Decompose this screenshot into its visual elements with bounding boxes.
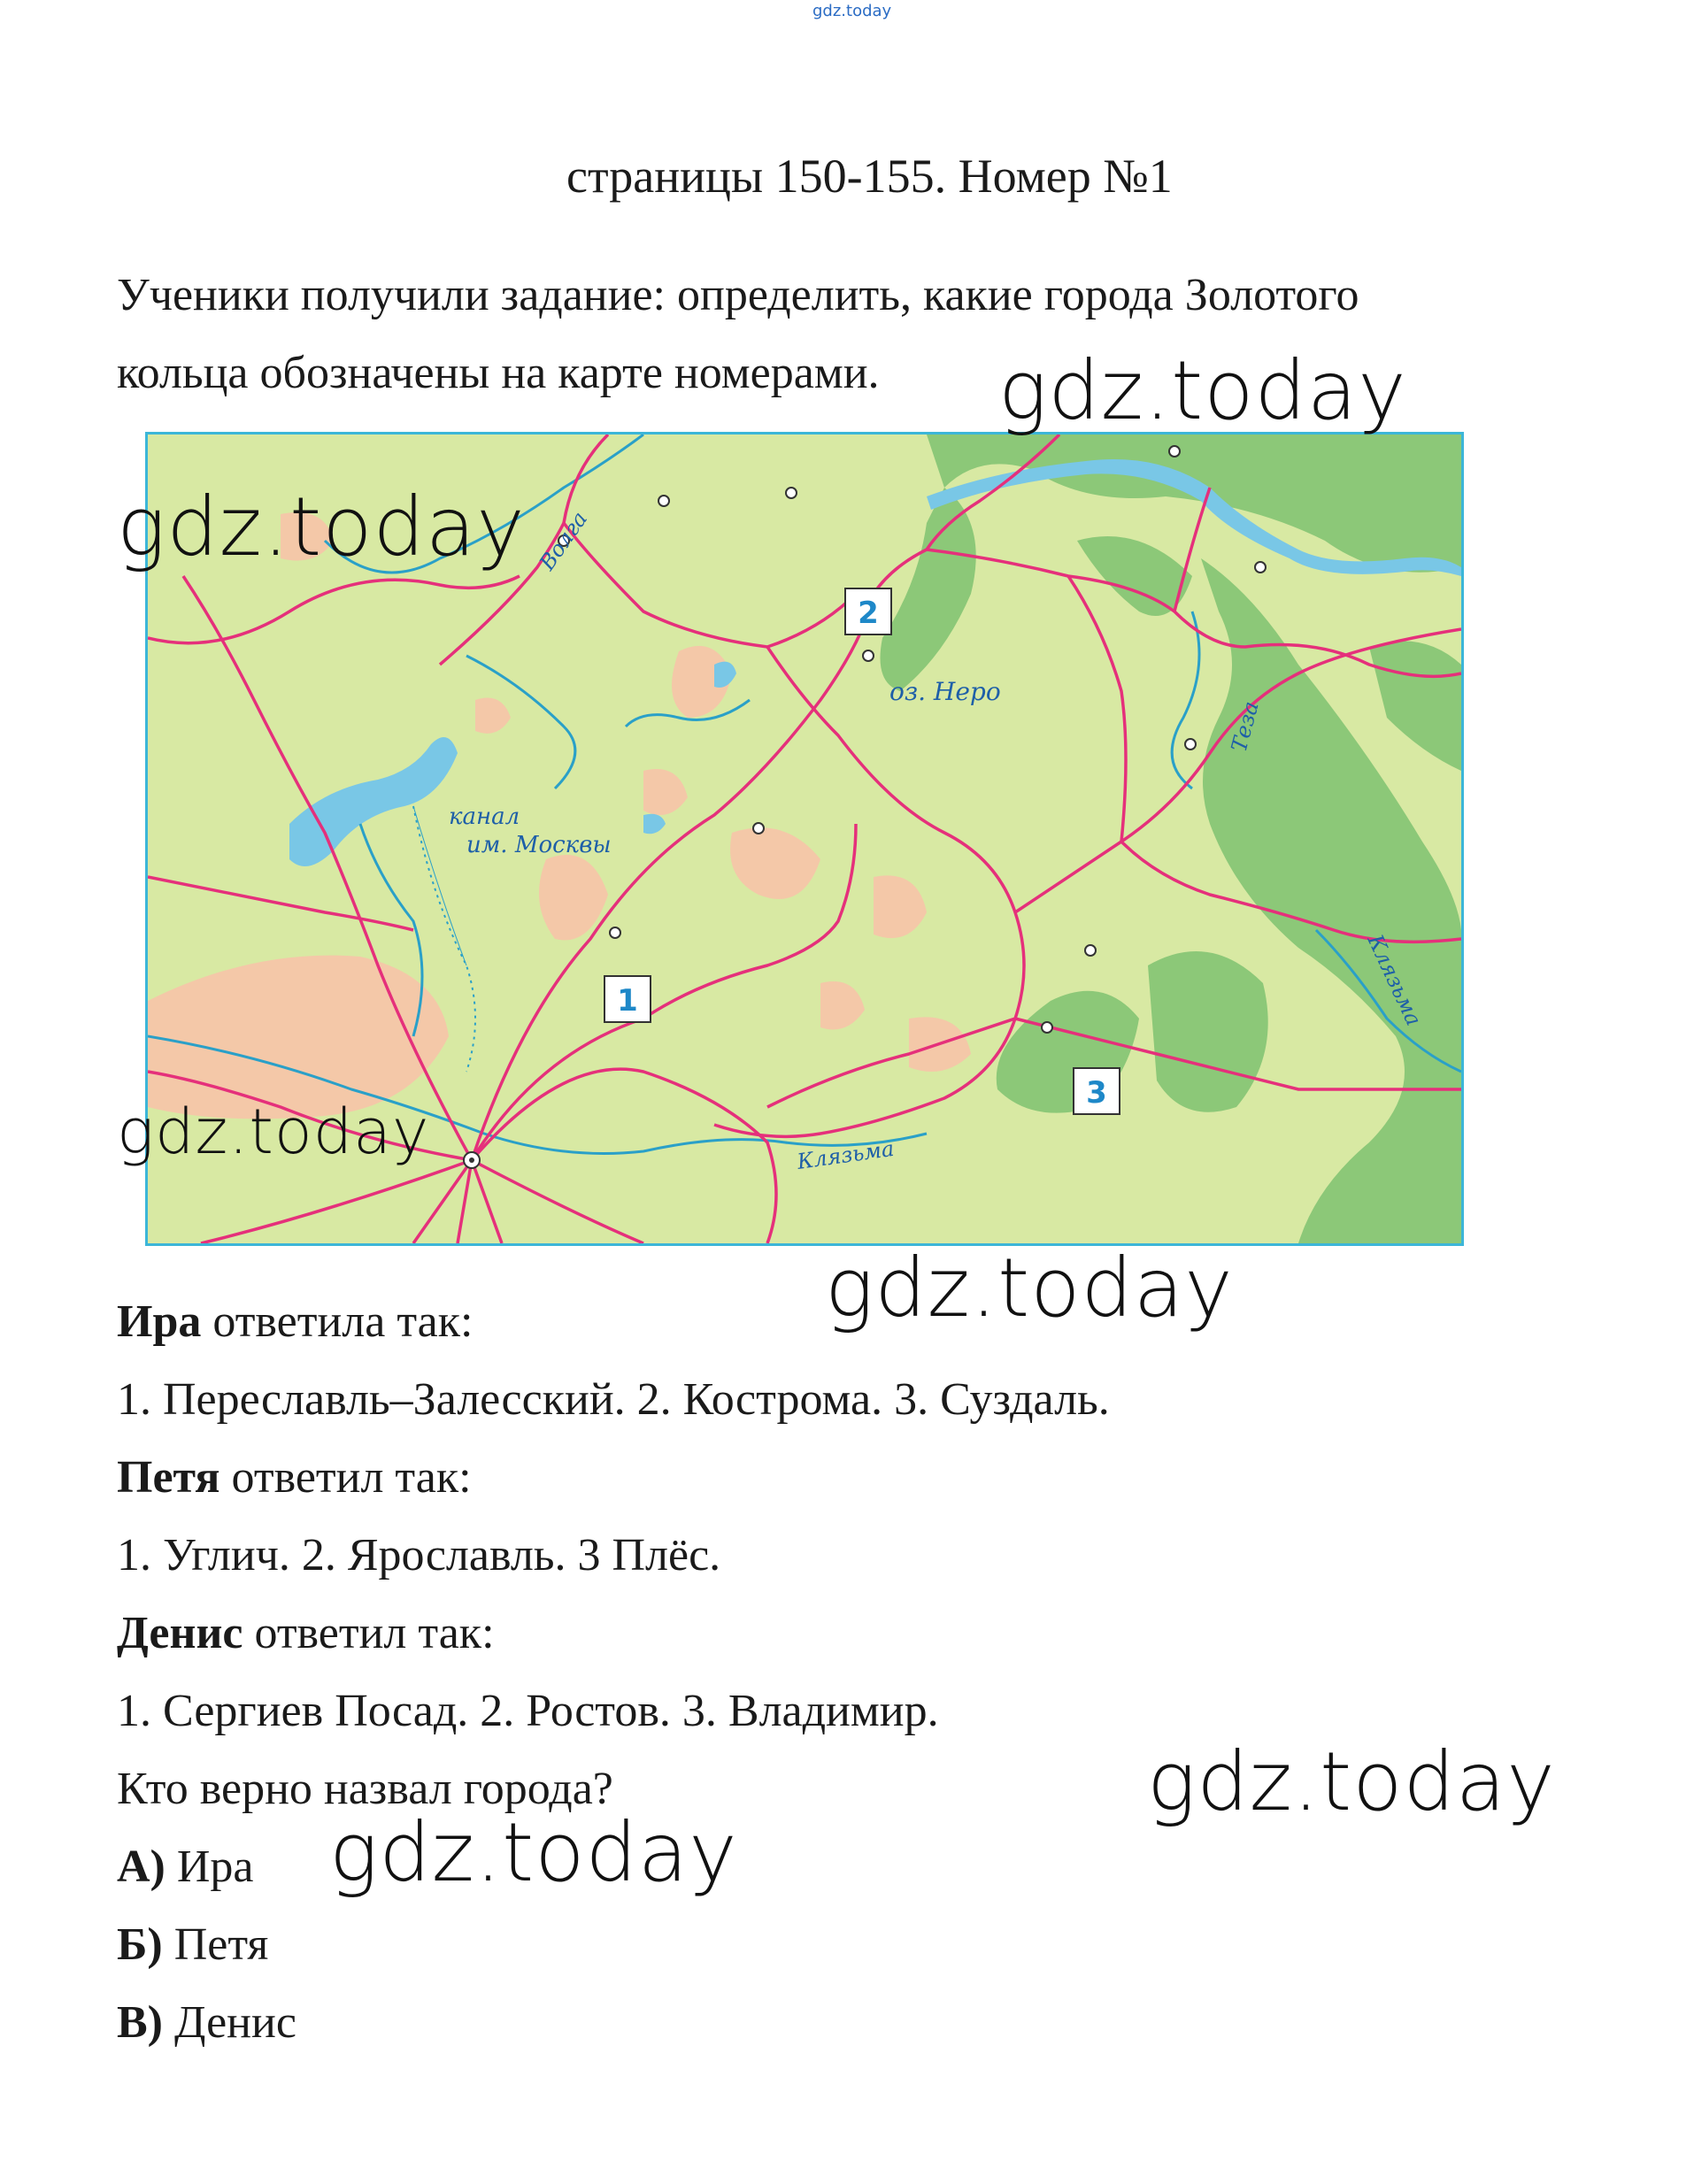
answer-ira-text: 1. Переславль–Залесский. 2. Кострома. 3. Суздаль. bbox=[117, 1374, 1110, 1425]
page-title: страницы 150-155. Номер №1 bbox=[566, 150, 1173, 203]
option-b-letter: Б) bbox=[117, 1919, 163, 1970]
volga-label: Волга bbox=[534, 506, 593, 575]
marker-1-label: 1 bbox=[617, 983, 638, 1019]
answer-denis-verb: ответил так: bbox=[243, 1608, 495, 1658]
canal-label-1: канал bbox=[449, 804, 520, 830]
watermark-3: gdz.today bbox=[117, 1096, 430, 1168]
klyazma-south-label: Клязьма bbox=[795, 1135, 896, 1174]
marker-3-label: 3 bbox=[1086, 1075, 1107, 1111]
marker-1 bbox=[604, 976, 651, 1022]
railway bbox=[413, 806, 466, 965]
watermark-4: gdz.today bbox=[825, 1241, 1234, 1335]
watermark-top: gdz.today bbox=[812, 2, 892, 20]
student-name-denis: Денис bbox=[117, 1608, 243, 1658]
option-b-text: Петя bbox=[162, 1919, 269, 1970]
watermark-2: gdz.today bbox=[117, 480, 526, 574]
marker-2-label: 2 bbox=[858, 596, 879, 631]
student-name-ira: Ира bbox=[117, 1296, 202, 1347]
lake-nero-label: оз. Неро bbox=[889, 677, 1001, 706]
canal-label-2: им. Москвы bbox=[466, 832, 612, 858]
answer-petya-text: 1. Углич. 2. Ярославль. 3 Плёс. bbox=[117, 1530, 721, 1580]
intro-line-2: кольца обозначены на карте номерами. bbox=[117, 348, 880, 398]
option-c-letter: В) bbox=[117, 1997, 163, 2048]
option-a-text: Ира bbox=[165, 1842, 254, 1892]
answer-petya-heading bbox=[117, 1439, 472, 1517]
answer-denis-heading bbox=[117, 1595, 495, 1673]
answer-denis-text: 1. Сергиев Посад. 2. Ростов. 3. Владимир. bbox=[117, 1686, 939, 1736]
option-c[interactable] bbox=[117, 1984, 296, 2062]
option-a-letter: А) bbox=[117, 1842, 166, 1892]
moscow-center bbox=[469, 1157, 474, 1163]
option-a[interactable] bbox=[117, 1828, 254, 1906]
watermark-6: gdz.today bbox=[329, 1805, 738, 1900]
city-dots bbox=[558, 446, 1266, 1033]
tesa-label: Теза bbox=[1226, 698, 1264, 755]
intro-line-1: Ученики получили задание: определить, какие города Золотого bbox=[117, 270, 1359, 320]
marker-2 bbox=[845, 588, 891, 634]
klyazma-east-label: Клязьма bbox=[1362, 930, 1427, 1030]
watermark-5: gdz.today bbox=[1147, 1734, 1556, 1829]
answer-petya-verb: ответил так: bbox=[219, 1452, 472, 1503]
answer-ira-heading bbox=[117, 1283, 473, 1361]
option-c-text: Денис bbox=[163, 1997, 296, 2048]
answer-ira-verb: ответила так: bbox=[201, 1296, 474, 1347]
question: Кто верно назвал города? bbox=[117, 1764, 613, 1814]
student-name-petya: Петя bbox=[117, 1452, 220, 1503]
option-b[interactable] bbox=[117, 1906, 268, 1984]
marker-3 bbox=[1074, 1068, 1120, 1114]
watermark-1: gdz.today bbox=[998, 343, 1407, 438]
